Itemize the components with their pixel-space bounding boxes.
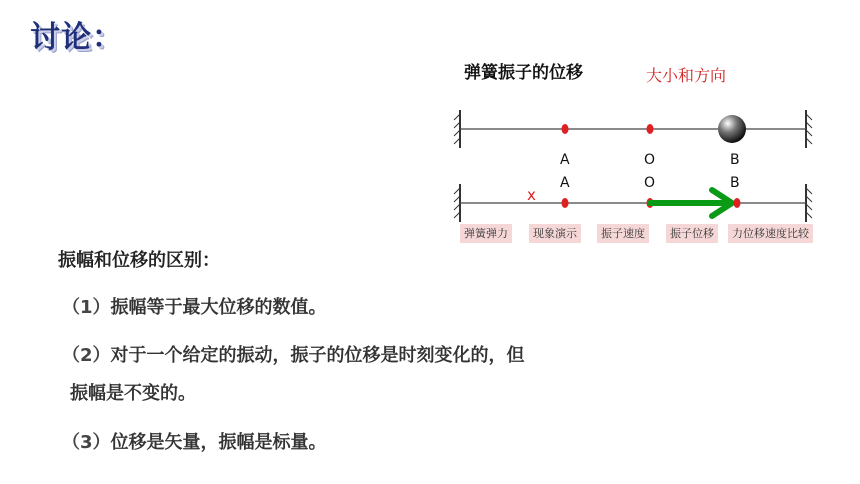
left-wall-top <box>454 110 460 148</box>
point-a-top <box>562 124 569 134</box>
point-a-bottom <box>562 198 569 208</box>
label-o-1: O <box>644 152 656 168</box>
section-title: 振幅和位移的区别： <box>58 250 220 271</box>
point-1 <box>62 293 327 319</box>
displacement-button[interactable]: 振子位移 <box>666 224 718 243</box>
spring-oscillator-diagram <box>440 100 820 230</box>
oscillator-ball <box>718 115 746 143</box>
label-a-2: A <box>560 175 570 191</box>
label-o-2: O <box>644 175 656 191</box>
point-2-text: 对于一个给定的振动，振子的位移是时刻变化的，但 <box>110 345 525 366</box>
right-wall-bottom <box>806 184 812 222</box>
diagram-subtitle: 大小和方向 <box>646 66 727 85</box>
point-3-text: 位移是矢量，振幅是标量。 <box>110 432 327 453</box>
point-2 <box>62 341 525 367</box>
point-2-continued: 振幅是不变的。 <box>70 383 196 404</box>
point-o-top <box>647 124 654 134</box>
point-3-number: （3） <box>62 432 111 453</box>
point-2-number: （2） <box>62 345 111 366</box>
label-a-1: A <box>560 152 570 168</box>
page-heading: 讨论： <box>30 20 123 55</box>
point-3 <box>62 428 327 454</box>
x-marker: x <box>527 186 536 204</box>
point-1-number: （1） <box>62 297 111 318</box>
displacement-arrow <box>650 190 732 216</box>
left-wall-bottom <box>454 184 460 222</box>
right-wall-top <box>806 110 812 148</box>
comparison-button[interactable]: 力位移速度比较 <box>728 224 813 243</box>
point-b-bottom <box>734 198 741 208</box>
label-b-2: B <box>730 175 740 191</box>
point-1-text: 振幅等于最大位移的数值。 <box>110 297 327 318</box>
label-b-1: B <box>730 152 740 168</box>
spring-force-button[interactable]: 弹簧弹力 <box>460 224 512 243</box>
velocity-button[interactable]: 振子速度 <box>597 224 649 243</box>
demo-button[interactable]: 现象演示 <box>529 224 581 243</box>
diagram-title: 弹簧振子的位移 <box>464 63 583 83</box>
